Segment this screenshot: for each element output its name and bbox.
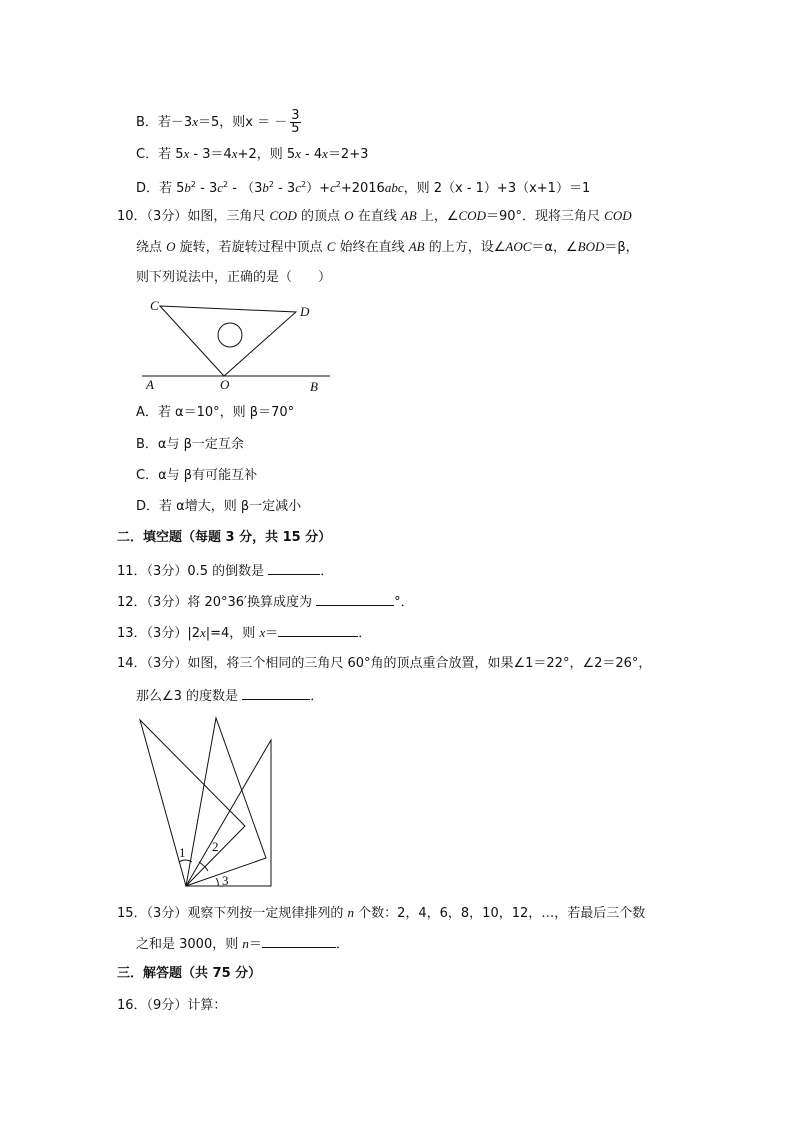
var: AB bbox=[400, 208, 417, 223]
label-c: C bbox=[150, 298, 159, 313]
angle-label-2: 2 bbox=[212, 839, 219, 854]
exponent: 2 bbox=[223, 180, 229, 189]
text: 个数：2，4，6，8，10，12，…，若最后三个数 bbox=[353, 906, 646, 921]
label-d: D bbox=[300, 304, 310, 319]
angle-arc-3 bbox=[216, 878, 218, 886]
answer-blank bbox=[316, 593, 394, 606]
answer-blank bbox=[268, 562, 320, 575]
q15-line-1 bbox=[117, 905, 645, 922]
q10-option-c: C．α与 β有可能互补 bbox=[136, 468, 258, 483]
text: 之和是 3000，则 bbox=[136, 937, 243, 952]
label-b: B bbox=[310, 379, 318, 394]
text: 10．（3分）如图，三角尺 bbox=[117, 209, 270, 224]
q10-line-3: 则下列说法中，正确的是（ ） bbox=[136, 270, 332, 285]
text: 绕点 bbox=[136, 240, 167, 255]
var: x bbox=[259, 625, 266, 640]
text: ． bbox=[335, 937, 349, 952]
text: ）+ bbox=[306, 181, 330, 196]
text: °． bbox=[394, 595, 414, 610]
var: C bbox=[326, 239, 336, 254]
q10-option-d: D．若 α增大，则 β一定减小 bbox=[136, 499, 302, 514]
var: x bbox=[183, 146, 190, 161]
exponent: 2 bbox=[268, 180, 274, 189]
q14-line-1: 14．（3分）如图，将三个相同的三角尺 60°角的顶点重合放置，如果∠1＝22°，∠2＝26°， bbox=[117, 656, 652, 671]
text: ＝ bbox=[248, 937, 262, 952]
q12 bbox=[117, 593, 414, 611]
text: 15．（3分）观察下列按一定规律排列的 bbox=[117, 906, 348, 921]
q9-option-c bbox=[136, 146, 368, 163]
text: 12．（3分）将 20°36′换算成度为 bbox=[117, 595, 317, 610]
q11 bbox=[117, 562, 333, 580]
triangle-2 bbox=[186, 718, 266, 886]
var: c bbox=[329, 180, 336, 195]
answer-blank bbox=[262, 935, 336, 948]
exponent: 2 bbox=[300, 180, 307, 189]
var: COD bbox=[269, 208, 297, 223]
text: B．若－3 bbox=[136, 115, 193, 130]
q13 bbox=[117, 624, 371, 642]
triangle-cod bbox=[160, 306, 296, 376]
text: - 3＝4 bbox=[189, 147, 232, 162]
var: x bbox=[192, 114, 198, 129]
var: x bbox=[322, 146, 328, 161]
text: - 4 bbox=[300, 147, 323, 162]
var: c bbox=[295, 180, 301, 195]
exponent: 2 bbox=[335, 180, 341, 189]
angle-label-1: 1 bbox=[179, 845, 186, 860]
numerator: 3 bbox=[291, 108, 300, 123]
text: D．若 5 bbox=[136, 181, 185, 196]
triangle-hole bbox=[218, 323, 242, 347]
text: C．若 5 bbox=[136, 147, 184, 162]
text: 13．（3分）|2 bbox=[117, 626, 200, 641]
angle-arc-2 bbox=[199, 862, 208, 871]
q10-option-b: B．α与 β一定互余 bbox=[136, 437, 244, 452]
q10-option-a: A．若 α＝10°，则 β＝70° bbox=[136, 405, 295, 420]
text: +2，则 5 bbox=[237, 147, 296, 162]
q9-option-d bbox=[136, 177, 590, 197]
var: AB bbox=[408, 239, 425, 254]
text: 上，∠ bbox=[416, 209, 459, 224]
var: O bbox=[344, 208, 354, 223]
section-heading-fill-in: 二．填空题（每题 3 分，共 15 分） bbox=[117, 530, 332, 545]
text: ，则 2（x - 1）+3（x+1）＝1 bbox=[403, 181, 591, 196]
text: ＝α，∠ bbox=[531, 240, 578, 255]
var: x bbox=[199, 625, 206, 640]
answer-blank bbox=[242, 687, 310, 700]
triangle-1 bbox=[140, 720, 245, 886]
text: 在直线 bbox=[353, 209, 401, 224]
q14-line-2 bbox=[136, 687, 323, 705]
q10-figure bbox=[138, 296, 338, 396]
var: BOD bbox=[577, 239, 605, 254]
q16: 16．（9分）计算： bbox=[117, 998, 227, 1013]
text: +2016 bbox=[340, 181, 385, 196]
var: n bbox=[347, 905, 354, 920]
fraction bbox=[290, 110, 300, 135]
text: - 3 bbox=[273, 181, 296, 196]
text: ＝5，则x ＝ － bbox=[197, 115, 288, 130]
text: ＝β， bbox=[604, 240, 639, 255]
text: ． bbox=[310, 689, 324, 704]
var: AOC bbox=[505, 239, 532, 254]
var: c bbox=[217, 180, 224, 195]
label-a: A bbox=[146, 377, 154, 392]
var: b bbox=[184, 180, 191, 195]
text: ． bbox=[320, 564, 334, 579]
q9-option-b bbox=[136, 110, 301, 135]
angle-label-3: 3 bbox=[222, 873, 229, 888]
exponent: 2 bbox=[190, 180, 197, 189]
q14-figure bbox=[136, 716, 276, 890]
section-heading-answers: 三．解答题（共 75 分） bbox=[117, 966, 262, 981]
q10-line-2 bbox=[136, 239, 639, 256]
q10-line-1 bbox=[117, 208, 632, 225]
text: 旋转，若旋转过程中顶点 bbox=[175, 240, 327, 255]
label-o: O bbox=[220, 377, 230, 392]
text: 11．（3分）0.5 的倒数是 bbox=[117, 564, 269, 579]
text: ＝2+3 bbox=[327, 147, 369, 162]
text: ＝90°．现将三角尺 bbox=[485, 209, 605, 224]
var: COD bbox=[458, 208, 486, 223]
text: - （3 bbox=[228, 181, 263, 196]
text: ． bbox=[358, 626, 372, 641]
answer-blank bbox=[278, 624, 358, 637]
text: 那么∠3 的度数是 bbox=[136, 689, 243, 704]
var: O bbox=[166, 239, 176, 254]
var: b bbox=[262, 180, 269, 195]
var: n bbox=[242, 936, 249, 951]
text: 的顶点 bbox=[296, 209, 345, 224]
text: 的上方，设∠ bbox=[424, 240, 506, 255]
var: abc bbox=[384, 180, 404, 195]
text: - 3 bbox=[196, 181, 218, 196]
var: x bbox=[231, 146, 238, 161]
text: |=4，则 bbox=[205, 626, 260, 641]
denominator: 5 bbox=[291, 121, 300, 136]
var: COD bbox=[604, 208, 632, 223]
text: 始终在直线 bbox=[335, 240, 409, 255]
q15-line-2 bbox=[136, 935, 349, 953]
var: x bbox=[295, 146, 301, 161]
text: ＝ bbox=[265, 626, 279, 641]
